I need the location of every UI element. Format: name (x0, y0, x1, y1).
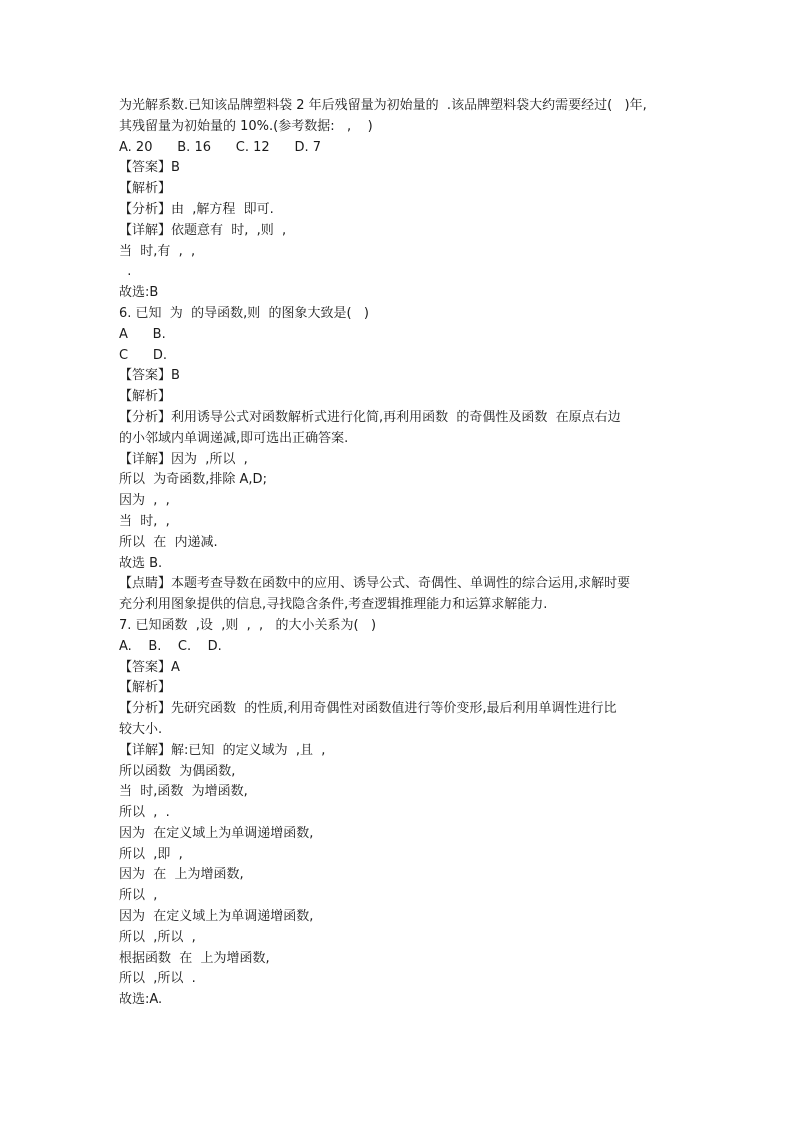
text-line: 所以 ,所以 , (119, 929, 196, 945)
answer-options: A. B. C. D. (119, 638, 222, 654)
answer-options: A B. (119, 326, 166, 342)
text-line: 故选:A. (119, 992, 163, 1008)
text-line: 所以 , . (119, 805, 170, 821)
text-line: 所以 , (119, 888, 158, 904)
text-line: 所以 ,即 , (119, 846, 183, 862)
text-line: . (119, 264, 132, 280)
text-line: 所以 在 内递减. (119, 534, 218, 550)
text-line: 【详解】依题意有 时, ,则 , (119, 222, 287, 238)
analysis-heading: 【解析】 (119, 680, 172, 696)
analysis-heading: 【解析】 (119, 181, 172, 197)
text-line: 因为 在定义域上为单调递增函数, (119, 825, 314, 841)
question-7: 7. 已知函数 ,设 ,则 , , 的大小关系为( ) (119, 617, 377, 633)
text-line: 因为 在 上为增函数, (119, 867, 244, 883)
text-line: 因为 , , (119, 493, 170, 509)
text-line: 的小邻域内单调递减,即可选出正确答案. (119, 430, 349, 446)
text-line: 因为 在定义域上为单调递增函数, (119, 909, 314, 925)
text-line: 【详解】解:已知 的定义域为 ,且 , (119, 742, 326, 758)
answer-label: 【答案】A (119, 659, 180, 675)
text-line: 【点睛】本题考查导数在函数中的应用、诱导公式、奇偶性、单调性的综合运用,求解时要 (119, 576, 631, 592)
text-line: 【分析】先研究函数 的性质,利用奇偶性对函数值进行等价变形,最后利用单调性进行比 (119, 701, 617, 717)
text-line: 当 时,函数 为增函数, (119, 784, 248, 800)
analysis-heading: 【解析】 (119, 389, 172, 405)
document-page (119, 96, 689, 1011)
question-6: 6. 已知 为 的导函数,则 的图象大致是( ) (119, 305, 370, 321)
text-line: 其残留量为初始量的 10%.(参考数据: , ) (119, 118, 373, 134)
text-line: 较大小. (119, 721, 163, 737)
text-line: 【详解】因为 ,所以 , (119, 451, 248, 467)
text-line: 充分利用图象提供的信息,寻找隐含条件,考查逻辑推理能力和运算求解能力. (119, 597, 548, 613)
text-line: 故选:B (119, 285, 159, 301)
answer-label: 【答案】B (119, 160, 180, 176)
text-line: 故选 B. (119, 555, 163, 571)
text-line: 所以函数 为偶函数, (119, 763, 236, 779)
text-line: 当 时, , (119, 513, 170, 529)
text-line: 所以 ,所以 . (119, 971, 196, 987)
text-line: 根据函数 在 上为增函数, (119, 950, 270, 966)
text-line: 所以 为奇函数,排除 A,D; (119, 472, 267, 488)
text-line: 【分析】由 ,解方程 即可. (119, 201, 274, 217)
text-line: 【分析】利用诱导公式对函数解析式进行化简,再利用函数 的奇偶性及函数 在原点右边 (119, 409, 621, 425)
text-line: 为光解系数.已知该品牌塑料袋 2 年后残留量为初始量的 .该品牌塑料袋大约需要经过( )年, (119, 98, 647, 113)
text-line: 当 时,有 , , (119, 243, 196, 259)
answer-options: C D. (119, 347, 168, 363)
answer-options: A. 20 B. 16 C. 12 D. 7 (119, 139, 322, 155)
answer-label: 【答案】B (119, 368, 180, 384)
